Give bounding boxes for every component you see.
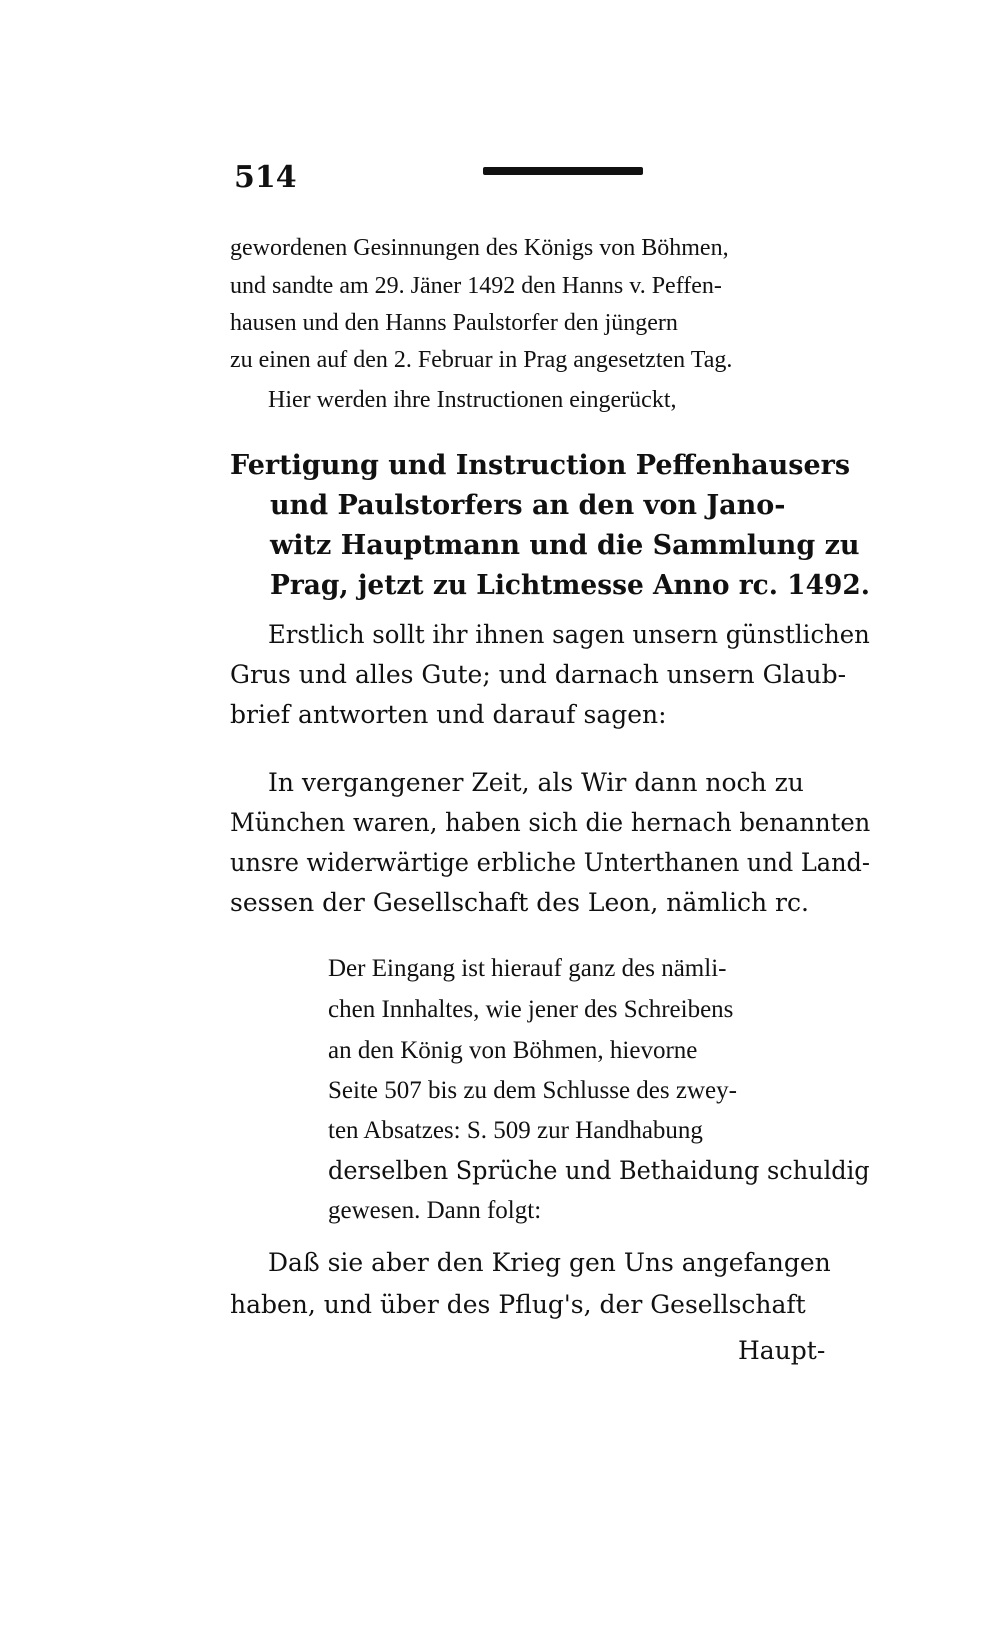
note-line: an den König von Böhmen, hievorne bbox=[328, 1037, 698, 1064]
text-line: Daß sie aber den Krieg gen Uns angefangen bbox=[268, 1248, 831, 1277]
page-number: 514 bbox=[234, 160, 297, 195]
text-line: In vergangener Zeit, als Wir dann noch zu bbox=[268, 768, 804, 797]
note-line: chen Innhaltes, wie jener des Schreibens bbox=[328, 996, 734, 1023]
text-line: sessen der Gesellschaft des Leon, nämlich rc. bbox=[230, 888, 809, 917]
heading-line: witz Hauptmann und die Sammlung zu bbox=[270, 530, 860, 561]
heading-line: Fertigung und Instruction Peffenhausers bbox=[230, 450, 851, 481]
text-line: zu einen auf den 2. Februar in Prag angesetzten Tag. bbox=[230, 347, 733, 373]
text-line: Grus und alles Gute; und darnach unsern Glaub- bbox=[230, 660, 847, 689]
text-line: unsre widerwärtige erbliche Unterthanen und Land- bbox=[230, 848, 871, 877]
text-line: Erstlich sollt ihr ihnen sagen unsern günstlichen bbox=[268, 620, 870, 649]
note-line: Seite 507 bis zu dem Schlusse des zwey- bbox=[328, 1077, 737, 1104]
text-line: Hier werden ihre Instructionen eingerückt, bbox=[268, 387, 677, 413]
note-line: ten Absatzes: S. 509 zur Handhabung bbox=[328, 1117, 703, 1144]
text-line: und sandte am 29. Jäner 1492 den Hanns v. Peffen- bbox=[230, 273, 722, 299]
heading-line: Prag, jetzt zu Lichtmesse Anno rc. 1492. bbox=[270, 570, 870, 601]
note-line: gewesen. Dann folgt: bbox=[328, 1197, 542, 1224]
text-line: brief antworten und darauf sagen: bbox=[230, 700, 667, 729]
catchword: Haupt- bbox=[738, 1336, 826, 1365]
text-line: hausen und den Hanns Paulstorfer den jüngern bbox=[230, 310, 678, 336]
text-line: München waren, haben sich die hernach benannten bbox=[230, 808, 871, 837]
note-line: derselben Sprüche und Bethaidung schuldig bbox=[328, 1156, 870, 1185]
text-line: haben, und über des Pflug's, der Gesellschaft bbox=[230, 1290, 806, 1319]
header-rule bbox=[483, 167, 643, 175]
text-line: gewordenen Gesinnungen des Königs von Böhmen, bbox=[230, 235, 729, 261]
heading-line: und Paulstorfers an den von Jano- bbox=[270, 490, 786, 521]
note-line: Der Eingang ist hierauf ganz des nämli- bbox=[328, 955, 727, 982]
